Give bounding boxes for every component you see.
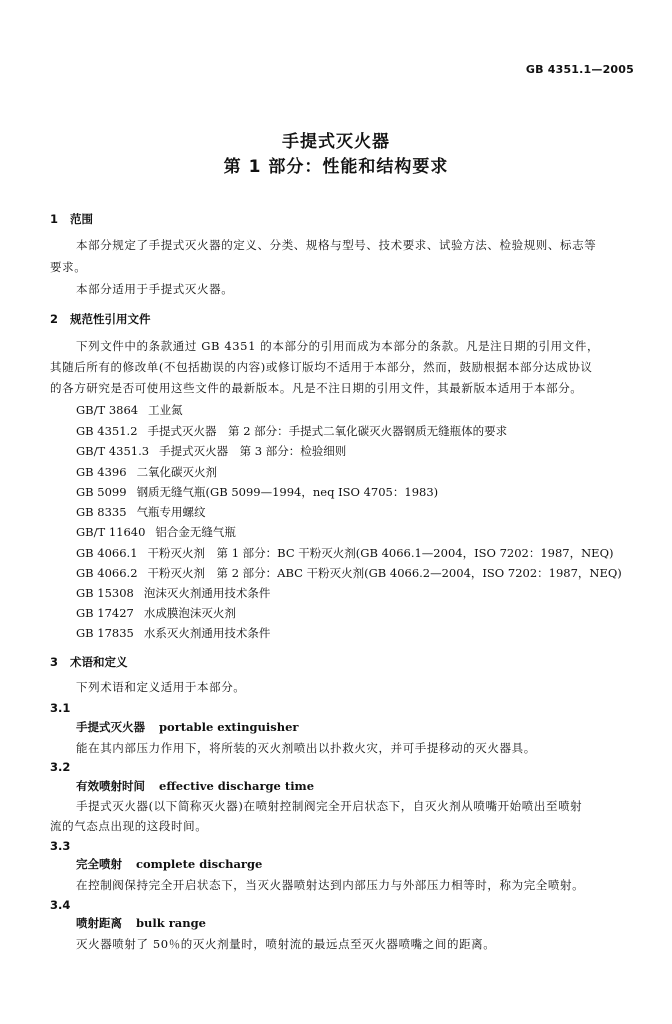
reference-item [76,424,507,439]
term-english: bulk range [136,916,206,930]
section-number: 1 [50,212,59,226]
reference-code: GB 5099 [76,485,127,499]
section-number: 3 [50,655,59,669]
paragraph-line: 其随后所有的修改单(不包括勘误的内容)或修订版均不适用于本部分，然而，鼓励根据本部分达成协议 [50,360,593,374]
paragraph-line: 下列术语和定义适用于本部分。 [76,680,246,694]
reference-item [76,626,270,641]
paragraph-line: 要求。 [50,260,87,274]
term-english: effective discharge time [159,779,315,793]
section-title: 范围 [70,212,93,226]
section-heading-terms [50,655,128,670]
reference-code: GB/T 4351.3 [76,444,150,458]
reference-code: GB 4351.2 [76,424,138,438]
reference-item [76,606,236,621]
reference-code: GB/T 11640 [76,525,146,539]
term-definition: 流的气态点出现的这段时间。 [50,819,208,833]
reference-title: 手提式灭火器 第 2 部分：手提式二氧化碳灭火器钢质无缝瓶体的要求 [147,424,508,438]
section-title: 规范性引用文件 [70,312,151,326]
term-number: 3.3 [50,839,71,853]
reference-item [76,444,346,459]
term-definition: 能在其内部压力作用下，将所装的灭火剂喷出以扑救火灾，并可手提移动的灭火器具。 [76,741,536,755]
term-heading [76,720,298,735]
term-chinese: 有效喷射时间 [76,779,145,793]
reference-code: GB 4066.2 [76,566,138,580]
reference-title: 二氧化碳灭火剂 [136,465,218,479]
term-chinese: 手提式灭火器 [76,720,145,734]
reference-title: 干粉灭火剂 第 1 部分：BC 干粉灭火剂(GB 4066.1—2004，ISO 7202：1987，NEQ) [147,546,614,560]
term-number: 3.1 [50,701,71,715]
section-number: 2 [50,312,59,326]
term-heading [76,779,314,794]
reference-code: GB 4396 [76,465,127,479]
reference-title: 气瓶专用螺纹 [136,505,206,519]
reference-item [76,586,270,601]
reference-title: 钢质无缝气瓶(GB 5099—1994，neq ISO 4705：1983) [136,485,439,499]
reference-item [76,525,236,540]
reference-code: GB 8335 [76,505,127,519]
term-english: portable extinguisher [159,720,299,734]
reference-code: GB 15308 [76,586,134,600]
reference-code: GB 17427 [76,606,134,620]
reference-item [76,546,614,561]
term-chinese: 完全喷射 [76,857,122,871]
reference-item [76,505,206,520]
term-chinese: 喷射距离 [76,916,122,930]
reference-title: 手提式灭火器 第 3 部分：检验细则 [159,444,347,458]
paragraph-line: 本部分适用于手提式灭火器。 [76,282,234,296]
reference-title: 干粉灭火剂 第 2 部分：ABC 干粉灭火剂(GB 4066.2—2004，ISO 7202：1987，NEQ) [147,566,622,580]
section-heading-scope [50,212,93,227]
document-subtitle: 第 1 部分：性能和结构要求 [223,157,449,177]
term-definition: 在控制阀保持完全开启状态下，当灭火器喷射达到内部压力与外部压力相等时，称为完全喷射。 [76,878,585,892]
document-title: 手提式灭火器 [282,132,390,152]
paragraph-line: 本部分规定了手提式灭火器的定义、分类、规格与型号、技术要求、试验方法、检验规则、标志等 [76,238,597,252]
term-definition: 手提式灭火器(以下简称灭火器)在喷射控制阀完全开启状态下，自灭火剂从喷嘴开始喷出至喷射 [76,799,583,813]
reference-code: GB 4066.1 [76,546,138,560]
section-heading-normative-references [50,312,151,327]
term-english: complete discharge [136,857,263,871]
reference-title: 泡沫灭火剂通用技术条件 [143,586,271,600]
reference-item [76,403,183,418]
reference-title: 水系灭火剂通用技术条件 [143,626,271,640]
reference-item [76,485,438,500]
paragraph-line: 的各方研究是否可使用这些文件的最新版本。凡是不注日期的引用文件，其最新版本适用于本部分。 [50,381,583,395]
reference-title: 铝合金无缝气瓶 [155,525,236,539]
term-number: 3.2 [50,760,71,774]
reference-item [76,465,217,480]
reference-title: 水成膜泡沫灭火剂 [143,606,236,620]
paragraph-line: 下列文件中的条款通过 GB 4351 的本部分的引用而成为本部分的条款。凡是注日期的引用文件， [76,339,600,353]
reference-code: GB 17835 [76,626,134,640]
reference-title: 工业氮 [148,403,183,417]
standard-code: GB 4351.1—2005 [525,63,634,76]
term-definition: 灭火器喷射了 50％的灭火剂量时，喷射流的最远点至灭火器喷嘴之间的距离。 [76,937,496,951]
reference-code: GB/T 3864 [76,403,139,417]
reference-item [76,566,622,581]
term-number: 3.4 [50,898,71,912]
term-heading [76,857,262,872]
section-title: 术语和定义 [70,655,128,669]
term-heading [76,916,206,931]
